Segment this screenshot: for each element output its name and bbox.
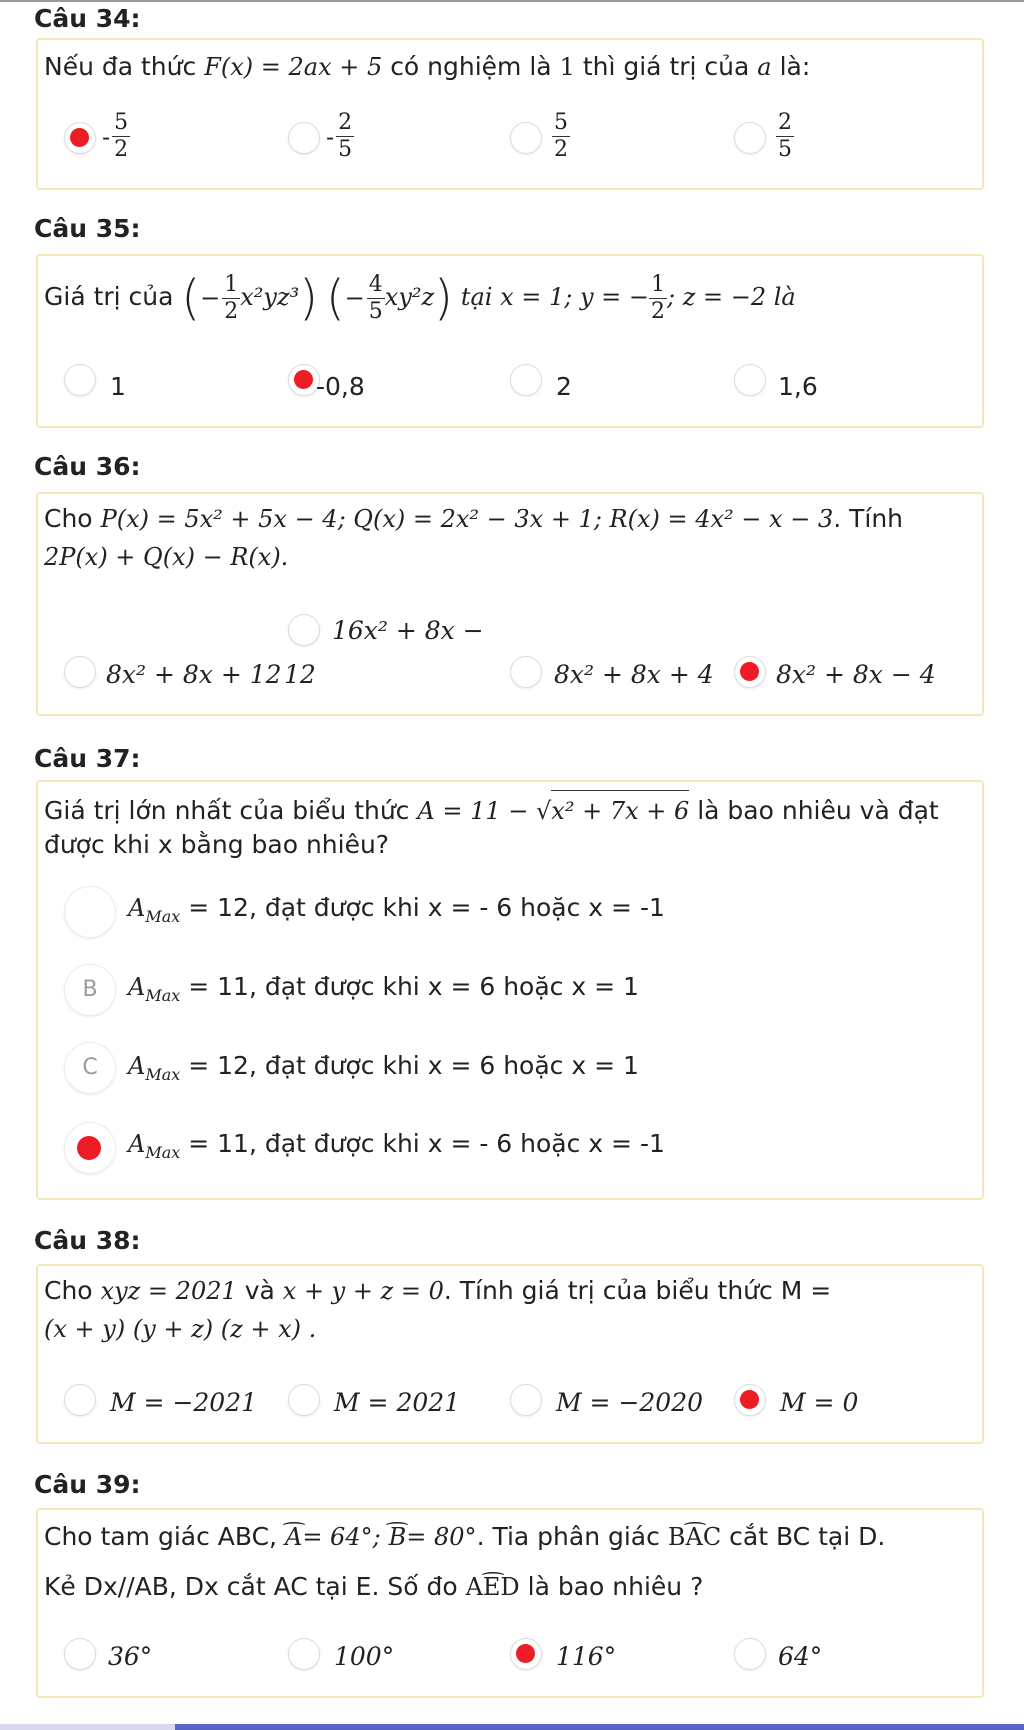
question-36-text-line-1: Cho P(x) = 5x² + 5x − 4; Q(x) = 2x² − 3x + 1; R(x) = 4x² − x − 3. Tính <box>44 504 904 533</box>
question-38-text-line-2: (x + y) (y + z) (z + x) . <box>44 1315 317 1343</box>
top-divider <box>0 0 1024 2</box>
q37-option-b[interactable]: $A_{Max} = 11$, đạt được khi x = 6 hoặc x = 1 <box>128 972 639 1005</box>
q34-option-4[interactable]: $\frac{2}{5}$ <box>778 110 792 162</box>
q39-option-4-radio[interactable] <box>734 1638 766 1670</box>
q36-option-2-continued[interactable]: 12 <box>284 660 316 689</box>
q36-option-3[interactable]: 8x² + 8x + 4 <box>554 660 714 689</box>
q37-option-c[interactable]: $A_{Max} = 12$, đạt được khi x = 6 hoặc x = 1 <box>128 1051 639 1084</box>
q38-option-1[interactable]: M = −2021 <box>110 1388 258 1417</box>
q38-option-1-radio[interactable] <box>64 1384 96 1416</box>
question-35-title: Câu 35: <box>34 214 141 243</box>
q36-option-2[interactable]: 16x² + 8x − <box>332 616 484 645</box>
q37-option-d-radio[interactable] <box>64 1122 116 1174</box>
q37-option-c-radio[interactable]: C <box>64 1042 116 1094</box>
q37-option-d[interactable]: $A_{Max} = 11$, đạt được khi x = - 6 hoặc x = -1 <box>128 1129 665 1162</box>
q38-option-3-radio[interactable] <box>510 1384 542 1416</box>
q39-option-1[interactable]: 36° <box>108 1642 153 1671</box>
question-34-title: Câu 34: <box>34 4 141 33</box>
q35-option-4-radio[interactable] <box>734 364 766 396</box>
q38-option-2-radio[interactable] <box>288 1384 320 1416</box>
q35-option-2[interactable]: -0,8 <box>316 372 365 401</box>
q35-option-1[interactable]: 1 <box>110 372 126 401</box>
question-39-title: Câu 39: <box>34 1470 141 1499</box>
q35-option-1-radio[interactable] <box>64 364 96 396</box>
q38-option-4-radio[interactable] <box>734 1384 766 1416</box>
question-37-text-line-2: được khi x bằng bao nhiêu? <box>44 830 390 859</box>
q37-option-a[interactable]: $A_{Max} = 12$, đạt được khi x = - 6 hoặc x = -1 <box>128 893 665 926</box>
q39-option-1-radio[interactable] <box>64 1638 96 1670</box>
q35-option-4[interactable]: 1,6 <box>778 372 818 401</box>
q34-option-3-radio[interactable] <box>510 122 542 154</box>
q34-option-4-radio[interactable] <box>734 122 766 154</box>
question-38-title: Câu 38: <box>34 1226 141 1255</box>
q37-option-b-radio[interactable]: B <box>64 964 116 1016</box>
q39-option-2-radio[interactable] <box>288 1638 320 1670</box>
bottom-progress-fill <box>175 1724 1024 1730</box>
q38-option-3[interactable]: M = −2020 <box>556 1388 704 1417</box>
q36-option-1-radio[interactable] <box>64 656 96 688</box>
q34-option-2[interactable]: - $\frac{2}{5}$ <box>326 110 353 162</box>
q37-option-a-radio[interactable] <box>64 886 116 938</box>
q35-option-3[interactable]: 2 <box>556 372 572 401</box>
bottom-progress-bar <box>0 1724 1024 1730</box>
q39-option-3[interactable]: 116° <box>556 1642 617 1671</box>
q34-option-3[interactable]: $\frac{5}{2}$ <box>554 110 568 162</box>
q36-option-3-radio[interactable] <box>510 656 542 688</box>
q39-option-2[interactable]: 100° <box>334 1642 395 1671</box>
q38-option-4[interactable]: M = 0 <box>780 1388 859 1417</box>
question-36-title: Câu 36: <box>34 452 141 481</box>
q39-option-4[interactable]: 64° <box>778 1642 823 1671</box>
q39-option-3-radio[interactable] <box>510 1638 542 1670</box>
q38-option-2[interactable]: M = 2021 <box>334 1388 461 1417</box>
question-34-text: Nếu đa thức F(x) = 2ax + 5 có nghiệm là 1 thì giá trị của a là: <box>44 52 811 81</box>
q36-option-4[interactable]: 8x² + 8x − 4 <box>776 660 936 689</box>
q34-option-2-radio[interactable] <box>288 122 320 154</box>
question-36-text-line-2: 2P(x) + Q(x) − R(x). <box>44 543 289 571</box>
q36-option-2-radio[interactable] <box>288 614 320 646</box>
q36-option-4-radio[interactable] <box>734 656 766 688</box>
q35-option-3-radio[interactable] <box>510 364 542 396</box>
q34-option-1-radio[interactable] <box>64 122 96 154</box>
question-37-title: Câu 37: <box>34 744 141 773</box>
question-37-text-line-1: Giá trị lớn nhất của biểu thức A = 11 − √x² + 7x + 6 là bao nhiêu và đạt <box>44 790 939 830</box>
q34-option-1[interactable]: - $\frac{5}{2}$ <box>102 110 129 162</box>
q36-option-1[interactable]: 8x² + 8x + 12 <box>106 660 282 689</box>
question-35-text: Giá trị của (− $\frac{1}{2}$ x²yz³) (− $\frac{4}{5}$ xy²z) tại x = 1; y = − $\frac{1}{2}$ ; z = −2 là <box>44 270 796 326</box>
question-39-text-line-1: Cho tam giác ABC, ⌢ A= 64°; ⌢ B= 80°. Tia phân giác ⌢ BAC cắt BC tại D. <box>44 1518 885 1556</box>
question-38-text-line-1: Cho xyz = 2021 và x + y + z = 0. Tính giá trị của biểu thức M = <box>44 1276 832 1305</box>
question-39-text-line-2: Kẻ Dx//AB, Dx cắt AC tại E. Số đo ⌢ AED là bao nhiêu ? <box>44 1568 703 1606</box>
